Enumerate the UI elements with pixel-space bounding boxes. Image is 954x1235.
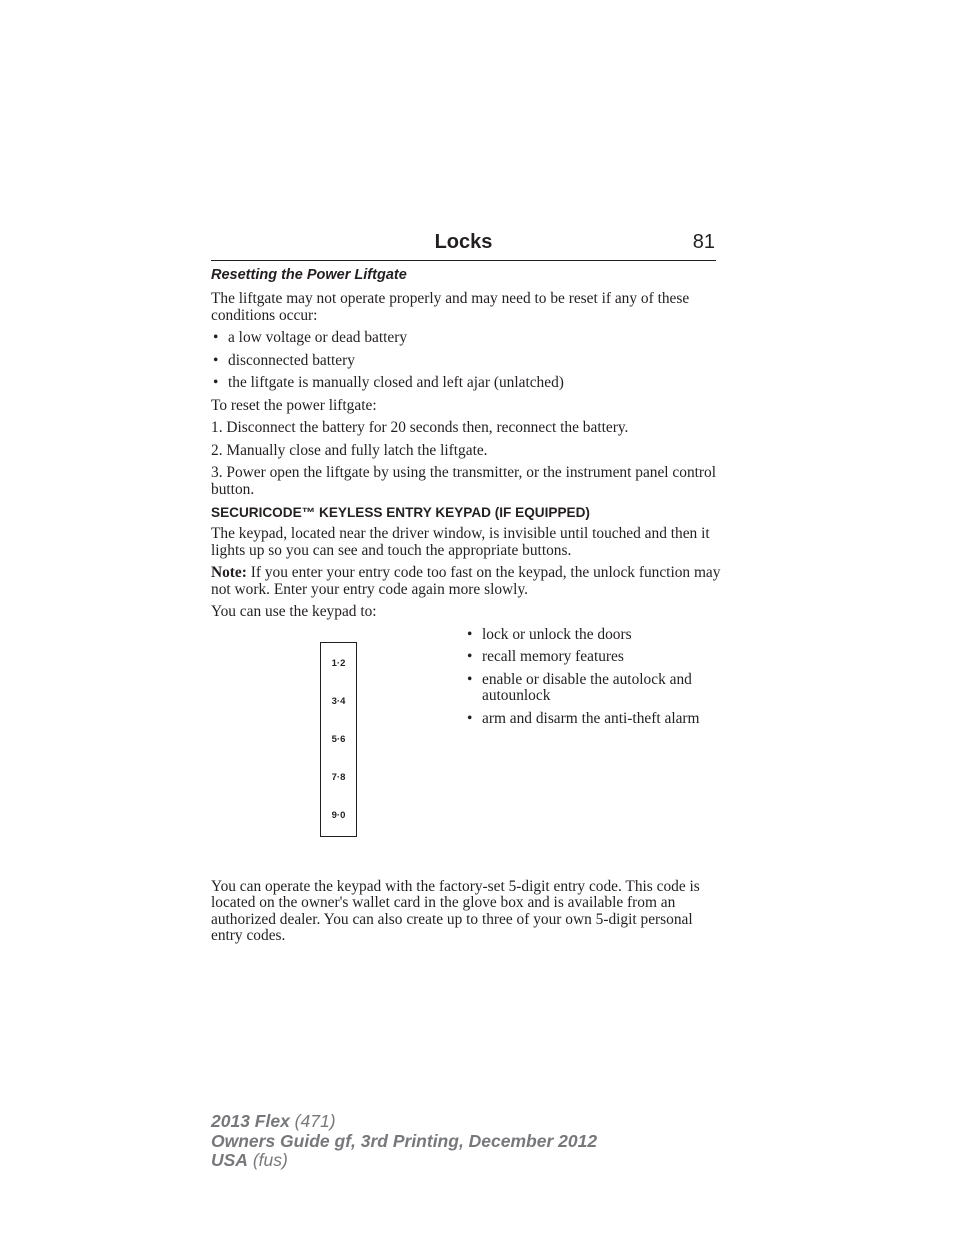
page-header <box>211 228 716 261</box>
keypad-key-1-2: 1·2 <box>331 657 346 669</box>
resetting-heading: Resetting the Power Liftgate <box>211 267 407 283</box>
to-reset-text: To reset the power liftgate: <box>211 396 377 414</box>
keypad-key-3-4: 3·4 <box>331 695 346 707</box>
footer-line-2: Owners Guide gf, 3rd Printing, December 2012 <box>211 1130 598 1151</box>
keypad-closing: You can operate the keypad with the factory-set 5-digit entry code. This code is located on the owner's wallet card in the glove box and is available from an authorized dealer. You can also create up to three of your own 5-digit personal entry codes. <box>211 877 700 944</box>
list-item: • lock or unlock the doors <box>467 625 632 643</box>
conditions-list <box>211 330 721 392</box>
list-item: • enable or disable the autolock and autounlock <box>467 670 692 704</box>
keypad-note <box>211 565 721 598</box>
reset-step-1: 1. Disconnect the battery for 20 seconds then, reconnect the battery. <box>211 419 629 436</box>
reset-step-2: 2. Manually close and fully latch the liftgate. <box>211 441 488 459</box>
keypad-section-heading: SECURICODE™ KEYLESS ENTRY KEYPAD (IF EQUIPPED) <box>211 505 590 520</box>
list-item: • the liftgate is manually closed and left ajar (unlatched) <box>213 374 564 391</box>
list-item: • recall memory features <box>467 648 624 665</box>
list-item: • a low voltage or dead battery <box>213 329 408 346</box>
bullet-icon: • <box>213 374 219 391</box>
footer-line-1: 2013 Flex (471) <box>211 1111 336 1131</box>
page-number: 81 <box>692 231 715 253</box>
page-footer <box>211 1112 597 1171</box>
keypad-intro: The keypad, located near the driver window, is invisible until touched and then it lights up so you can see and touch the appropriate buttons. <box>211 525 710 559</box>
bullet-icon: • <box>467 625 473 643</box>
page-title: Locks <box>434 231 493 253</box>
keypad-row <box>211 627 721 879</box>
list-item: • arm and disarm the anti-theft alarm <box>467 709 700 727</box>
bullet-icon: • <box>213 329 219 346</box>
keypad-key-5-6: 5·6 <box>331 733 346 745</box>
note-text: If you enter your entry code too fast on the keypad, the unlock function may not work. Enter your entry code again more slowly. <box>211 564 721 598</box>
bullet-icon: • <box>213 351 219 369</box>
keypad-use-intro: You can use the keypad to: <box>211 603 377 620</box>
reset-step-3: 3. Power open the liftgate by using the transmitter, or the instrument panel control button. <box>211 464 717 498</box>
keypad-key-7-8: 7·8 <box>331 771 346 783</box>
list-item: • disconnected battery <box>213 351 355 369</box>
page-content <box>211 267 721 951</box>
note-label: Note: <box>211 564 247 581</box>
keypad-uses-list <box>465 627 725 734</box>
footer-line-3: USA (fus) <box>211 1150 288 1170</box>
keypad-illustration <box>320 642 357 837</box>
resetting-intro: The liftgate may not operate properly and may need to be reset if any of these conditions occur: <box>211 290 690 324</box>
keypad-key-9-0: 9·0 <box>331 809 346 821</box>
bullet-icon: • <box>467 648 473 665</box>
bullet-icon: • <box>467 670 473 688</box>
bullet-icon: • <box>467 709 473 727</box>
